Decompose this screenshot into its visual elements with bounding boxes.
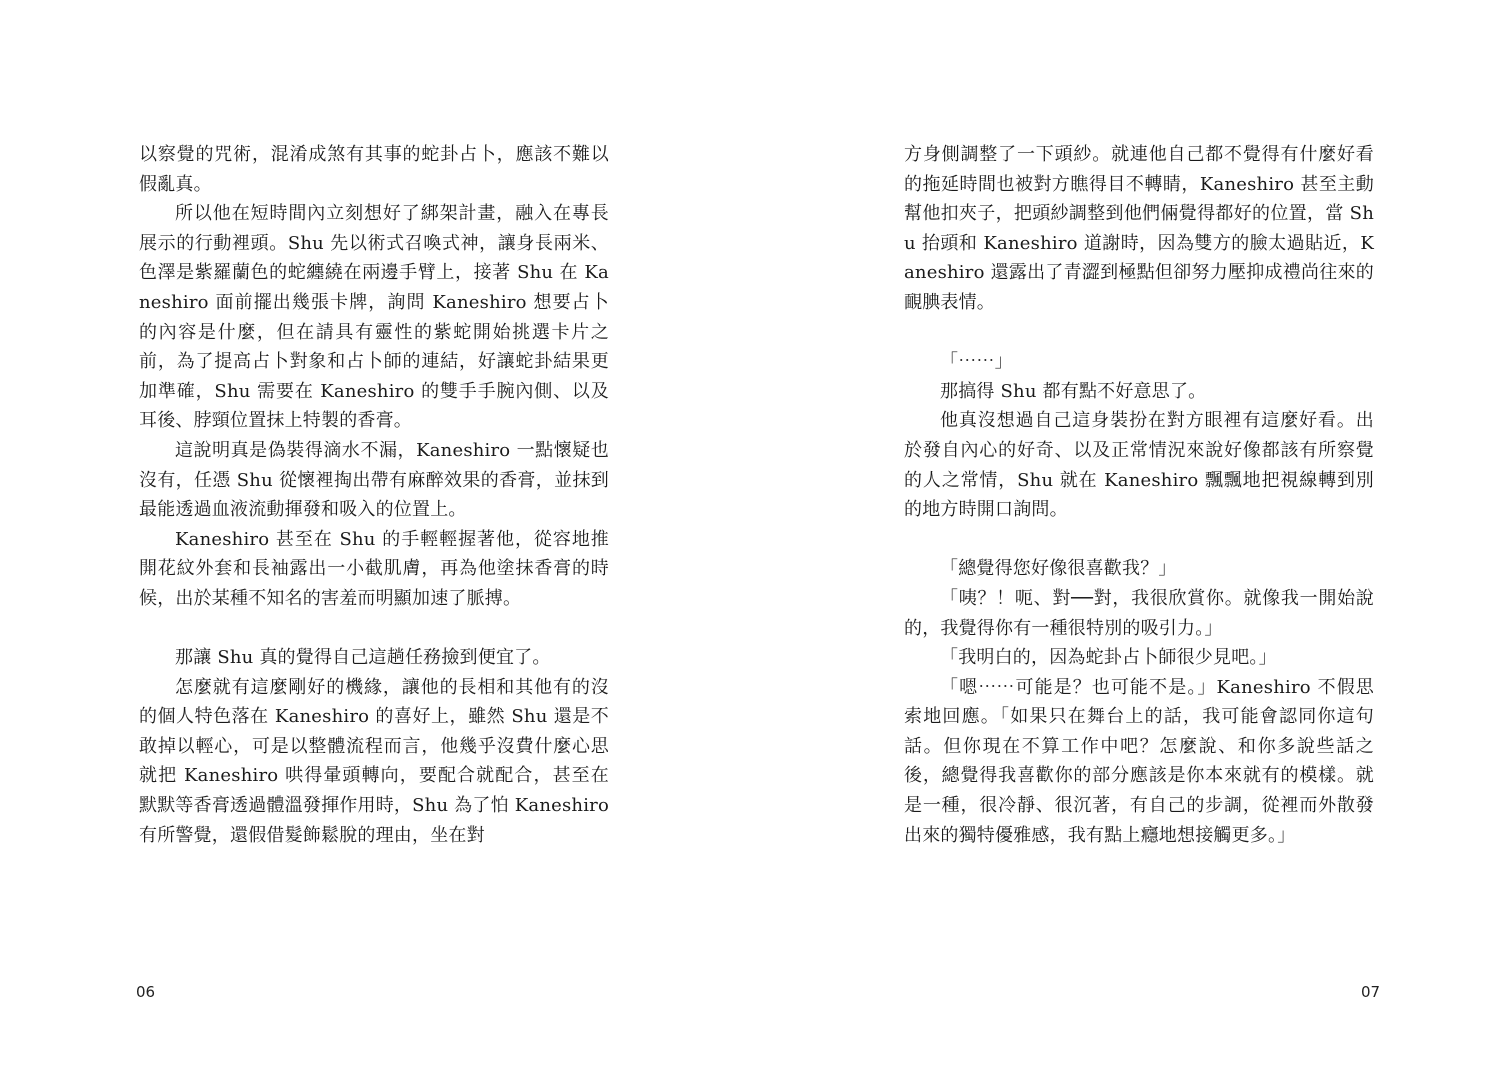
paragraph: 那搞得 Shu 都有點不好意思了。	[940, 380, 1207, 402]
paragraph: 所以他在短時間內立刻想好了綁架計畫，融入在專長展示的行動裡頭。Shu 先以術式召喚式神，讓身長兩米、色澤是紫羅蘭色的蛇纏繞在兩邊手臂上，接著 Shu 在 Kaneshiro 面前擺出幾張卡牌，詢問 Kaneshiro 想要占卜的內容是什麼，但在請具有靈性的紫蛇開始挑選卡片之前，為了提高占卜對象和占卜師的連結，好讓蛇卦結果更加準確，Shu 需要在 Kaneshiro 的雙手手腕內側、以及耳後、脖頸位置抹上特製的香膏。	[139, 203, 609, 432]
paragraph: 「嗯⋯⋯可能是？也可能不是。」Kaneshiro 不假思索地回應。「如果只在舞台上的話，我可能會認同你這句話。但你現在不算工作中吧？怎麼說、和你多說些話之後，總覺得我喜歡你的部分應該是你本來就有的模樣。就是一種，很冷靜、很沉著，有自己的步調，從裡而外散發出來的獨特優雅感，我有點上癮地想接觸更多。」	[904, 676, 1374, 846]
right-page-body	[904, 140, 1374, 850]
paragraph: 他真沒想過自己這身裝扮在對方眼裡有這麼好看。出於發自內心的好奇、以及正常情況來說好像都該有所察覺的人之常情，Shu 就在 Kaneshiro 飄飄地把視線轉到別的地方時開口詢問。	[904, 410, 1374, 521]
left-page-body	[139, 140, 609, 850]
paragraph: 「總覺得您好像很喜歡我？」	[940, 558, 1177, 580]
paragraph: 「我明白的，因為蛇卦占卜師很少見吧。」	[940, 647, 1277, 669]
page-number-left: 06	[136, 983, 156, 1001]
paragraph: 「咦？！呃、對──對，我很欣賞你。就像我一開始說的，我覺得你有一種很特別的吸引力。」	[904, 587, 1374, 639]
paragraph: 那讓 Shu 真的覺得自己這趟任務撿到便宜了。	[175, 647, 551, 669]
paragraph: 以察覺的咒術，混淆成煞有其事的蛇卦占卜，應該不難以假亂真。	[139, 144, 609, 195]
paragraph: 這說明真是偽裝得滴水不漏，Kaneshiro 一點懷疑也沒有，任憑 Shu 從懷裡掏出帶有麻醉效果的香膏，並抹到最能透過血液流動揮發和吸入的位置上。	[139, 439, 609, 521]
paragraph: Kaneshiro 甚至在 Shu 的手輕輕握著他，從容地推開花紋外套和長袖露出一小截肌膚，再為他塗抹香膏的時候，出於某種不知名的害羞而明顯加速了脈搏。	[139, 528, 609, 609]
paragraph: 「⋯⋯」	[940, 351, 1013, 373]
paragraph: 方身側調整了一下頭紗。就連他自己都不覺得有什麼好看的拖延時間也被對方瞧得目不轉睛，Kaneshiro 甚至主動幫他扣夾子，把頭紗調整到他們倆覺得都好的位置，當 Shu 抬頭和 Kaneshiro 道謝時，因為雙方的臉太過貼近，Kaneshiro 還露出了青澀到極點但卻努力壓抑成禮尚往來的靦腆表情。	[904, 144, 1374, 313]
blank-line	[139, 614, 609, 644]
page-number-right: 07	[1361, 983, 1381, 1001]
blank-line	[904, 525, 1374, 555]
paragraph: 怎麼就有這麼剛好的機緣，讓他的長相和其他有的沒的個人特色落在 Kaneshiro 的喜好上，雖然 Shu 還是不敢掉以輕心，可是以整體流程而言，他幾乎沒費什麼心思就把 Kaneshiro 哄得暈頭轉向，要配合就配合，甚至在默默等香膏透過體溫發揮作用時，Shu 為了怕 Kaneshiro 有所警覺，還假借髮飾鬆脫的理由，坐在對	[139, 676, 609, 846]
blank-line	[904, 318, 1374, 348]
